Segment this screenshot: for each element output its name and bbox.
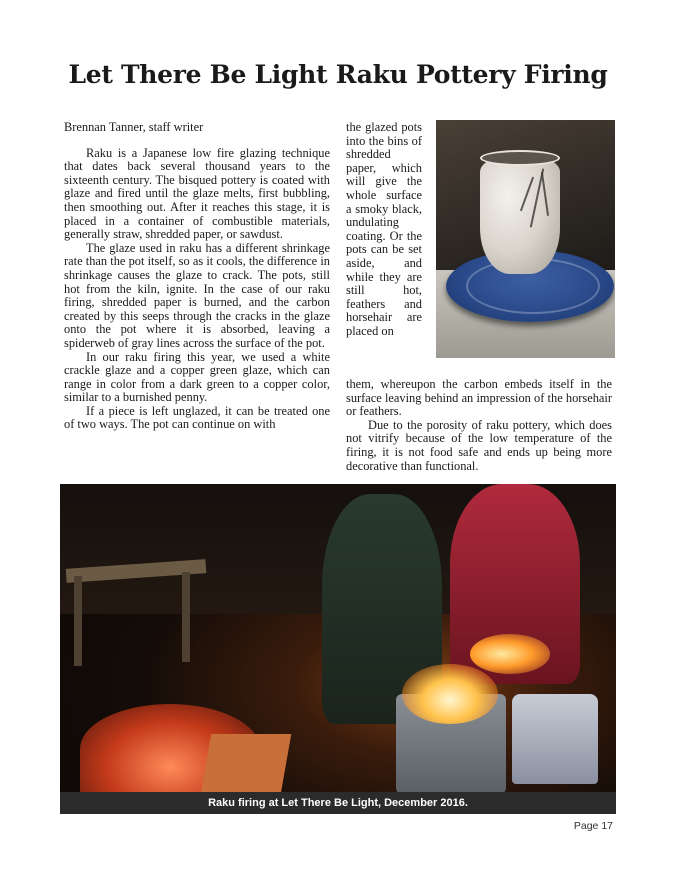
article-right-narrow-column bbox=[346, 121, 422, 339]
article-right-full-column bbox=[346, 378, 612, 473]
paragraph-4: If a piece is left unglazed, it can be treated one of two ways. The pot can continue on with bbox=[64, 403, 330, 432]
byline: Brennan Tanner, staff writer bbox=[64, 120, 204, 134]
paragraph-3: In our raku firing this year, we used a white crackle glaze and a copper green glaze, which can range in color from a dark green to a copper color, similar to a burnished penny. bbox=[64, 349, 330, 405]
paragraph-5: Due to the porosity of raku pottery, which does not vitrify because of the low temperature of the firing, it is not food safe and ends up being more decorative than functional. bbox=[346, 417, 612, 473]
kiln-flame bbox=[402, 664, 498, 724]
torch-flame bbox=[470, 634, 550, 674]
raku-firing-photo bbox=[60, 484, 616, 792]
paragraph-4-continued: the glazed pots into the bins of shredded paper, which will give the whole surface a smoky black, undulating coating. Or the pots can be set aside, and while they are still hot, feathers and horsehair are placed on bbox=[346, 120, 422, 338]
bench-leg bbox=[74, 576, 82, 666]
bench-leg bbox=[182, 572, 190, 662]
paragraph-4-end: them, whereupon the carbon embeds itself in the surface leaving behind an impression of the horsehair or feathers. bbox=[346, 377, 612, 419]
wooden-crate bbox=[201, 734, 292, 792]
article-left-column bbox=[64, 121, 330, 432]
pot-rim bbox=[480, 150, 560, 166]
paragraph-1: Raku is a Japanese low fire glazing technique that dates back several thousand years to the sixteenth century. The bisqued pottery is coated with glaze and fired until the glaze melts, first bubbling, then smoothing out. After it reaches this stage, it is placed in a container of combustible materials, generally straw, shredded paper, or sawdust. bbox=[64, 145, 330, 242]
page-number: Page 17 bbox=[573, 820, 613, 832]
paragraph-2: The glaze used in raku has a different shrinkage rate than the pot itself, so as it cools, the difference in shrinkage causes the glaze to crack. The pots, still hot from the kiln, ignite. In the case of our raku firing, shredded paper is burned, and the carbon created by this seeps through the cracks in the glaze onto the pot where it is absorbed, leaving a spiderweb of gray lines across the surface of the pot. bbox=[64, 240, 330, 350]
photo-caption: Raku firing at Let There Be Light, December 2016. bbox=[60, 792, 616, 814]
metal-bin bbox=[512, 694, 598, 784]
raku-pot-photo bbox=[436, 120, 615, 358]
article-title: Let There Be Light Raku Pottery Firing bbox=[68, 60, 608, 89]
